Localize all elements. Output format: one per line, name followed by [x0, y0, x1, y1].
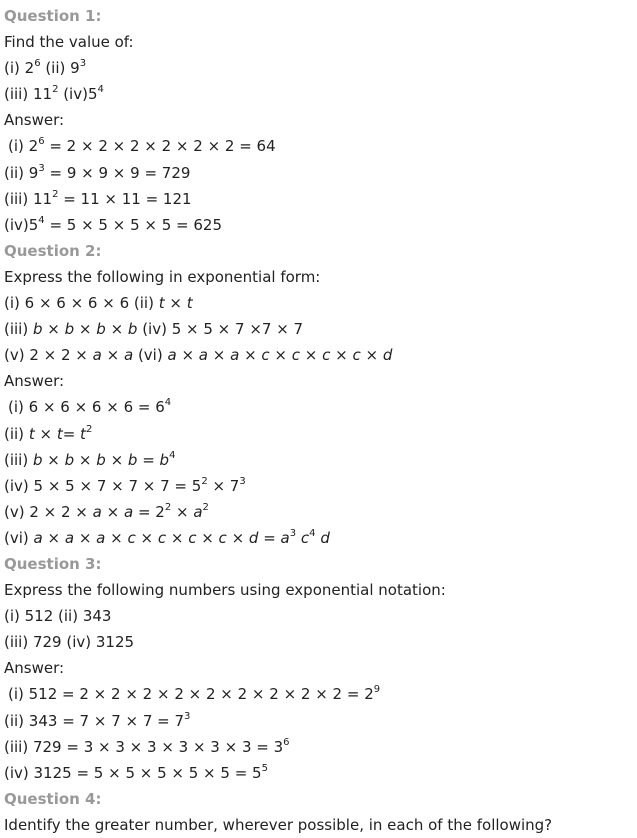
text-run: ×	[176, 346, 199, 365]
superscript: 6	[38, 136, 45, 148]
variable: b	[64, 450, 75, 469]
variable: t	[80, 424, 86, 443]
superscript: 4	[309, 527, 316, 539]
superscript: 3	[79, 58, 87, 70]
text-run: ×	[34, 424, 57, 443]
variable: c	[188, 528, 197, 547]
superscript: 3	[289, 527, 297, 539]
text-run: (i) 512 = 2 × 2 × 2 × 2 × 2 × 2 × 2 × 2 × 2 = 2	[8, 685, 374, 704]
text-run: (iii)	[4, 450, 33, 469]
variable: a	[167, 346, 177, 365]
text-run: (i) 2	[4, 59, 35, 78]
superscript: 4	[97, 84, 104, 96]
variable: t	[28, 424, 35, 443]
text-run: ×	[105, 450, 128, 469]
text-run: ×	[239, 346, 262, 365]
variable: b	[127, 450, 138, 469]
superscript: 2	[52, 84, 59, 96]
variable: b	[96, 450, 106, 469]
text-run: = 11 × 11 = 121	[58, 189, 192, 208]
superscript: 4	[38, 214, 45, 226]
text-run: (vi)	[4, 528, 34, 547]
variable: b	[159, 450, 170, 469]
text-run: ×	[171, 502, 194, 521]
text-run: (iii) 11	[4, 189, 53, 208]
text-run: ×	[360, 346, 383, 365]
variable: b	[64, 320, 75, 339]
text-line	[4, 160, 637, 186]
text-line	[4, 681, 637, 707]
text-run: ×	[166, 528, 189, 547]
text-run: = 5 × 5 × 5 × 5 = 625	[44, 215, 222, 234]
variable: c	[127, 528, 136, 547]
text-run: (iv) 3125 = 5 × 5 × 5 × 5 × 5 = 5	[4, 763, 262, 782]
text-run: (vi)	[133, 346, 168, 365]
text-run: ×	[269, 346, 292, 365]
variable: c	[322, 346, 331, 365]
superscript: 2	[202, 501, 209, 513]
text-run: =	[62, 424, 81, 443]
variable: c	[218, 528, 227, 547]
variable: b	[32, 320, 43, 339]
text-line	[4, 81, 637, 107]
variable: t	[186, 294, 193, 313]
text-run: ×	[74, 528, 97, 547]
text-run: ×	[196, 528, 219, 547]
text-line	[4, 316, 637, 342]
superscript: 3	[239, 475, 246, 487]
text-line	[4, 447, 637, 473]
text-run: (iv)5	[58, 85, 98, 104]
text-line	[4, 734, 637, 760]
text-line	[4, 577, 637, 603]
text-run: ×	[42, 450, 65, 469]
variable: c	[300, 528, 310, 547]
variable: a	[123, 502, 134, 521]
text-run: Answer:	[4, 659, 65, 678]
text-run: (iii) 729 = 3 × 3 × 3 × 3 × 3 × 3 = 3	[4, 737, 284, 756]
text-run: ×	[42, 528, 65, 547]
variable: d	[320, 528, 330, 547]
variable: a	[92, 502, 102, 521]
variable: b	[96, 320, 106, 339]
text-line	[4, 603, 637, 629]
question-heading	[4, 3, 637, 29]
text-line	[4, 55, 637, 81]
text-line	[4, 107, 637, 133]
variable: t	[56, 424, 63, 443]
variable: a	[193, 502, 203, 521]
text-run: ×	[135, 528, 158, 547]
text-run: ×	[300, 346, 323, 365]
text-run: (ii)	[4, 424, 29, 443]
text-line	[4, 655, 637, 681]
text-run: Question 3:	[4, 554, 102, 573]
text-line	[4, 29, 637, 55]
variable: a	[96, 528, 106, 547]
variable: b	[32, 450, 43, 469]
text-line	[4, 186, 637, 212]
text-run: (i) 512 (ii) 343	[4, 607, 112, 626]
variable: a	[280, 528, 290, 547]
text-run: (iii)	[4, 320, 33, 339]
variable: a	[230, 346, 240, 365]
variable: c	[352, 346, 361, 365]
text-line	[4, 812, 637, 838]
text-run: Express the following numbers using exponential notation:	[4, 581, 446, 600]
variable: a	[92, 346, 102, 365]
text-run: × 7	[207, 476, 240, 495]
superscript: 5	[261, 762, 268, 774]
variable: c	[291, 346, 301, 365]
text-run: (iv) 5 × 5 × 7 ×7 × 7	[137, 320, 304, 339]
text-run: Express the following in exponential form:	[4, 267, 321, 286]
superscript: 2	[201, 475, 208, 487]
text-run: Question 1:	[4, 7, 102, 25]
text-run: = 9 × 9 × 9 = 729	[44, 163, 191, 182]
text-line	[4, 212, 637, 238]
variable: t	[158, 294, 165, 313]
text-run: Question 4:	[4, 789, 102, 808]
text-run: ×	[74, 450, 97, 469]
text-run: (i) 2	[8, 137, 39, 156]
superscript: 6	[34, 58, 41, 70]
superscript: 9	[373, 684, 381, 696]
text-run: ×	[42, 320, 65, 339]
text-run: (iv) 5 × 5 × 7 × 7 × 7 = 5	[4, 476, 202, 495]
text-run: (i) 6 × 6 × 6 × 6 = 6	[8, 398, 165, 417]
text-run: = 2 × 2 × 2 × 2 × 2 × 2 = 64	[44, 137, 276, 156]
text-run: (i) 6 × 6 × 6 × 6 (ii)	[4, 294, 159, 313]
text-line	[4, 264, 637, 290]
text-line	[4, 133, 637, 159]
text-run: ×	[101, 346, 124, 365]
variable: b	[127, 320, 138, 339]
text-run: ×	[105, 528, 128, 547]
superscript: 4	[164, 397, 172, 409]
variable: a	[33, 528, 43, 547]
superscript: 2	[85, 423, 93, 435]
text-run: ×	[74, 320, 97, 339]
superscript: 2	[52, 188, 59, 200]
text-run: (v) 2 × 2 ×	[4, 346, 93, 365]
text-run: Answer:	[4, 111, 65, 130]
superscript: 3	[184, 710, 191, 722]
text-line	[4, 394, 637, 420]
text-run: Identify the greater number, wherever possible, in each of the following?	[4, 815, 553, 834]
text-run: Find the value of:	[4, 33, 134, 52]
text-run: ×	[164, 294, 187, 313]
text-run: Question 2:	[4, 241, 102, 260]
text-line	[4, 708, 637, 734]
text-run: ×	[226, 528, 249, 547]
question-heading	[4, 786, 637, 812]
text-run: =	[258, 528, 281, 547]
superscript: 4	[169, 449, 176, 461]
text-line	[4, 290, 637, 316]
variable: a	[198, 346, 208, 365]
variable: c	[157, 528, 167, 547]
question-heading	[4, 551, 637, 577]
text-run: (iii) 11	[4, 85, 53, 104]
text-run: (ii) 9	[40, 59, 80, 78]
text-run: = 2	[133, 502, 165, 521]
variable: d	[382, 346, 393, 365]
text-run: (iv)5	[4, 215, 39, 234]
text-line	[4, 760, 637, 786]
text-run: Answer:	[4, 372, 65, 391]
variable: a	[64, 528, 75, 547]
text-run: (ii) 343 = 7 × 7 × 7 = 7	[4, 711, 185, 730]
text-run: =	[137, 450, 160, 469]
question-heading	[4, 238, 637, 264]
text-line	[4, 342, 637, 368]
text-run: (v) 2 × 2 ×	[4, 502, 93, 521]
text-run: (ii) 9	[4, 163, 39, 182]
superscript: 3	[38, 162, 45, 174]
variable: a	[123, 346, 134, 365]
text-run: ×	[330, 346, 353, 365]
text-line	[4, 499, 637, 525]
text-line	[4, 473, 637, 499]
text-line	[4, 421, 637, 447]
text-run: ×	[101, 502, 124, 521]
variable: d	[248, 528, 259, 547]
superscript: 6	[283, 736, 290, 748]
text-line	[4, 629, 637, 655]
variable: c	[261, 346, 270, 365]
text-run: (iii) 729 (iv) 3125	[4, 633, 135, 652]
superscript: 2	[164, 501, 172, 513]
text-run: ×	[105, 320, 128, 339]
text-line	[4, 368, 637, 394]
text-run: ×	[207, 346, 231, 365]
text-line	[4, 525, 637, 551]
